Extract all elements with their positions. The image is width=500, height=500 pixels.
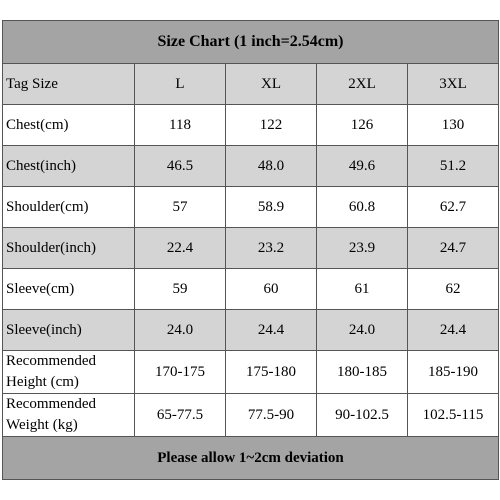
table-cell: 46.5 [135, 146, 226, 187]
table-cell: 175-180 [226, 351, 317, 394]
size-chart-title: Size Chart (1 inch=2.54cm) [3, 21, 499, 64]
row-label: Shoulder(cm) [3, 187, 135, 228]
row-label: Chest(cm) [3, 105, 135, 146]
table-cell: 23.2 [226, 228, 317, 269]
size-header-3xl: 3XL [408, 64, 499, 105]
row-label: Sleeve(cm) [3, 269, 135, 310]
chest-inch-row [3, 146, 499, 187]
table-cell: 49.6 [317, 146, 408, 187]
table-cell: 118 [135, 105, 226, 146]
table-cell: 22.4 [135, 228, 226, 269]
size-header-xl: XL [226, 64, 317, 105]
table-cell: 185-190 [408, 351, 499, 394]
table-cell: 180-185 [317, 351, 408, 394]
size-header-2xl: 2XL [317, 64, 408, 105]
shoulder-inch-row [3, 228, 499, 269]
tag-size-row [3, 64, 499, 105]
row-label-line-2: Weight (kg) [6, 417, 78, 433]
row-label: Sleeve(inch) [3, 310, 135, 351]
sleeve-cm-row [3, 269, 499, 310]
table-cell: 24.4 [226, 310, 317, 351]
deviation-note: Please allow 1~2cm deviation [3, 437, 499, 480]
chest-cm-row [3, 105, 499, 146]
table-cell: 24.4 [408, 310, 499, 351]
table-cell: 51.2 [408, 146, 499, 187]
table-cell: 23.9 [317, 228, 408, 269]
table-cell: 122 [226, 105, 317, 146]
table-cell: 58.9 [226, 187, 317, 228]
row-label-line-2: Height (cm) [6, 374, 79, 390]
table-cell: 65-77.5 [135, 394, 226, 437]
table-cell: 130 [408, 105, 499, 146]
row-label [3, 394, 135, 437]
table-cell: 126 [317, 105, 408, 146]
size-chart-table [2, 20, 499, 480]
row-label: Shoulder(inch) [3, 228, 135, 269]
shoulder-cm-row [3, 187, 499, 228]
table-cell: 57 [135, 187, 226, 228]
table-cell: 102.5-115 [408, 394, 499, 437]
table-cell: 170-175 [135, 351, 226, 394]
row-label [3, 351, 135, 394]
table-cell: 61 [317, 269, 408, 310]
row-label-line-1: Recommended [6, 353, 96, 369]
table-cell: 60.8 [317, 187, 408, 228]
row-label: Chest(inch) [3, 146, 135, 187]
table-cell: 24.7 [408, 228, 499, 269]
recommended-weight-row [3, 394, 499, 437]
tag-size-label: Tag Size [3, 64, 135, 105]
size-header-l: L [135, 64, 226, 105]
table-cell: 62 [408, 269, 499, 310]
row-label-line-1: Recommended [6, 396, 96, 412]
table-cell: 62.7 [408, 187, 499, 228]
table-cell: 24.0 [135, 310, 226, 351]
table-cell: 77.5-90 [226, 394, 317, 437]
table-cell: 90-102.5 [317, 394, 408, 437]
table-cell: 48.0 [226, 146, 317, 187]
recommended-height-row [3, 351, 499, 394]
sleeve-inch-row [3, 310, 499, 351]
table-cell: 60 [226, 269, 317, 310]
table-cell: 59 [135, 269, 226, 310]
table-cell: 24.0 [317, 310, 408, 351]
